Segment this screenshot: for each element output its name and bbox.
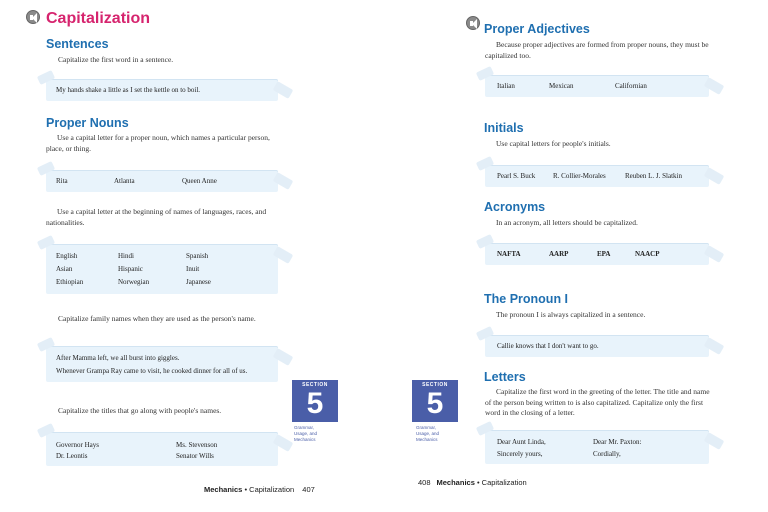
example-cell: Ethiopian xyxy=(56,278,84,286)
example-cell: Governor Hays xyxy=(56,441,99,449)
rule-text: The pronoun I is always capitalized in a sentence. xyxy=(496,310,646,319)
example-text: Callie knows that I don't want to go. xyxy=(497,342,599,350)
example-cell: Hindi xyxy=(118,252,134,260)
section-heading-acronyms: Acronyms xyxy=(484,200,546,214)
section-heading-pronoun-i: The Pronoun I xyxy=(484,292,569,306)
right-page xyxy=(384,0,768,512)
audio-speaker-icon[interactable] xyxy=(26,10,40,24)
example-cell: Queen Anne xyxy=(182,177,217,185)
example-box xyxy=(485,430,709,464)
example-cell: Dr. Leontis xyxy=(56,452,88,460)
example-cell: Pearl S. Buck xyxy=(497,172,536,180)
section-number: 5 xyxy=(426,387,444,420)
example-cell: Asian xyxy=(56,265,73,273)
example-cell: Senator Wills xyxy=(176,452,214,460)
example-box xyxy=(485,165,709,187)
rule-text: Capitalize the first word in a sentence. xyxy=(58,55,174,64)
example-cell: NAFTA xyxy=(497,250,521,258)
example-box xyxy=(46,170,278,192)
section-heading-initials: Initials xyxy=(484,121,524,135)
rule-text: Capitalize family names when they are used as the person's name. xyxy=(58,314,256,323)
example-cell: Mexican xyxy=(549,82,574,90)
example-cell: NAACP xyxy=(635,250,660,258)
example-cell: AARP xyxy=(549,250,569,258)
example-cell: Dear Mr. Paxton: xyxy=(593,438,642,446)
example-box xyxy=(485,243,709,265)
example-cell: R. Collier-Morales xyxy=(553,172,606,180)
example-cell: Reuben L. J. Slatkin xyxy=(625,172,682,180)
example-text: My hands shake a little as I set the kettle on to boil. xyxy=(56,86,201,94)
example-text: Whenever Grampa Ray came to visit, he cooked dinner for all of us. xyxy=(56,367,248,375)
example-cell: Sincerely yours, xyxy=(497,450,543,458)
example-text: After Mamma left, we all burst into giggles. xyxy=(56,354,180,362)
example-cell: Rita xyxy=(56,177,68,185)
example-cell: Norwegian xyxy=(118,278,150,286)
page-title: Capitalization xyxy=(46,10,151,27)
section-caption: Grammar, Usage, and Mechanics xyxy=(416,425,440,442)
section-heading-proper-nouns: Proper Nouns xyxy=(46,116,129,130)
example-cell: Ms. Stevenson xyxy=(176,441,218,449)
example-box xyxy=(46,79,278,101)
section-tab[interactable] xyxy=(292,380,338,422)
rule-text: Capitalize the first word in the greeting of the letter. The title and name of the person being written to is also capitalized. Capitalize only the first word in the closing of a letter. xyxy=(485,387,710,417)
rule-text: Because proper adjectives are formed from proper nouns, they must be capitalized too. xyxy=(485,40,709,60)
example-cell: Dear Aunt Linda, xyxy=(497,438,546,446)
example-box xyxy=(46,244,278,294)
audio-speaker-icon[interactable] xyxy=(466,16,480,30)
rule-text: Use capital letters for people's initials. xyxy=(496,139,611,148)
example-box xyxy=(46,346,278,382)
rule-text: Use a capital letter for a proper noun, which names a particular person, place, or thing. xyxy=(46,133,270,153)
example-cell: EPA xyxy=(597,250,611,258)
example-cell: Spanish xyxy=(186,252,209,260)
page-number: 408 xyxy=(418,478,431,487)
example-cell: Californian xyxy=(615,82,647,90)
example-box xyxy=(485,75,709,97)
section-label: SECTION xyxy=(422,382,448,388)
rule-text: Use a capital letter at the beginning of names of languages, races, and nationalities. xyxy=(46,207,267,227)
example-cell: Atlanta xyxy=(114,177,135,185)
example-box xyxy=(485,335,709,357)
section-caption: Grammar, Usage, and Mechanics xyxy=(294,425,318,442)
rule-text: In an acronym, all letters should be capitalized. xyxy=(496,218,638,227)
example-cell: Cordially, xyxy=(593,450,621,458)
section-heading-sentences: Sentences xyxy=(46,37,109,51)
section-label: SECTION xyxy=(302,382,328,388)
page-footer: 408 Mechanics • Capitalization xyxy=(418,478,527,487)
example-cell: Inuit xyxy=(186,265,200,273)
example-cell: Japanese xyxy=(186,278,211,286)
section-number: 5 xyxy=(306,387,324,420)
rule-text: Capitalize the titles that go along with people's names. xyxy=(58,406,222,415)
example-cell: English xyxy=(56,252,78,260)
section-tab[interactable] xyxy=(412,380,458,422)
example-cell: Hispanic xyxy=(118,265,143,273)
page-number: 407 xyxy=(302,485,315,494)
section-heading-proper-adjectives: Proper Adjectives xyxy=(484,22,590,36)
section-heading-letters: Letters xyxy=(484,370,526,384)
page-footer: Mechanics • Capitalization 407 xyxy=(204,485,315,494)
example-box xyxy=(46,432,278,466)
example-cell: Italian xyxy=(497,82,515,90)
